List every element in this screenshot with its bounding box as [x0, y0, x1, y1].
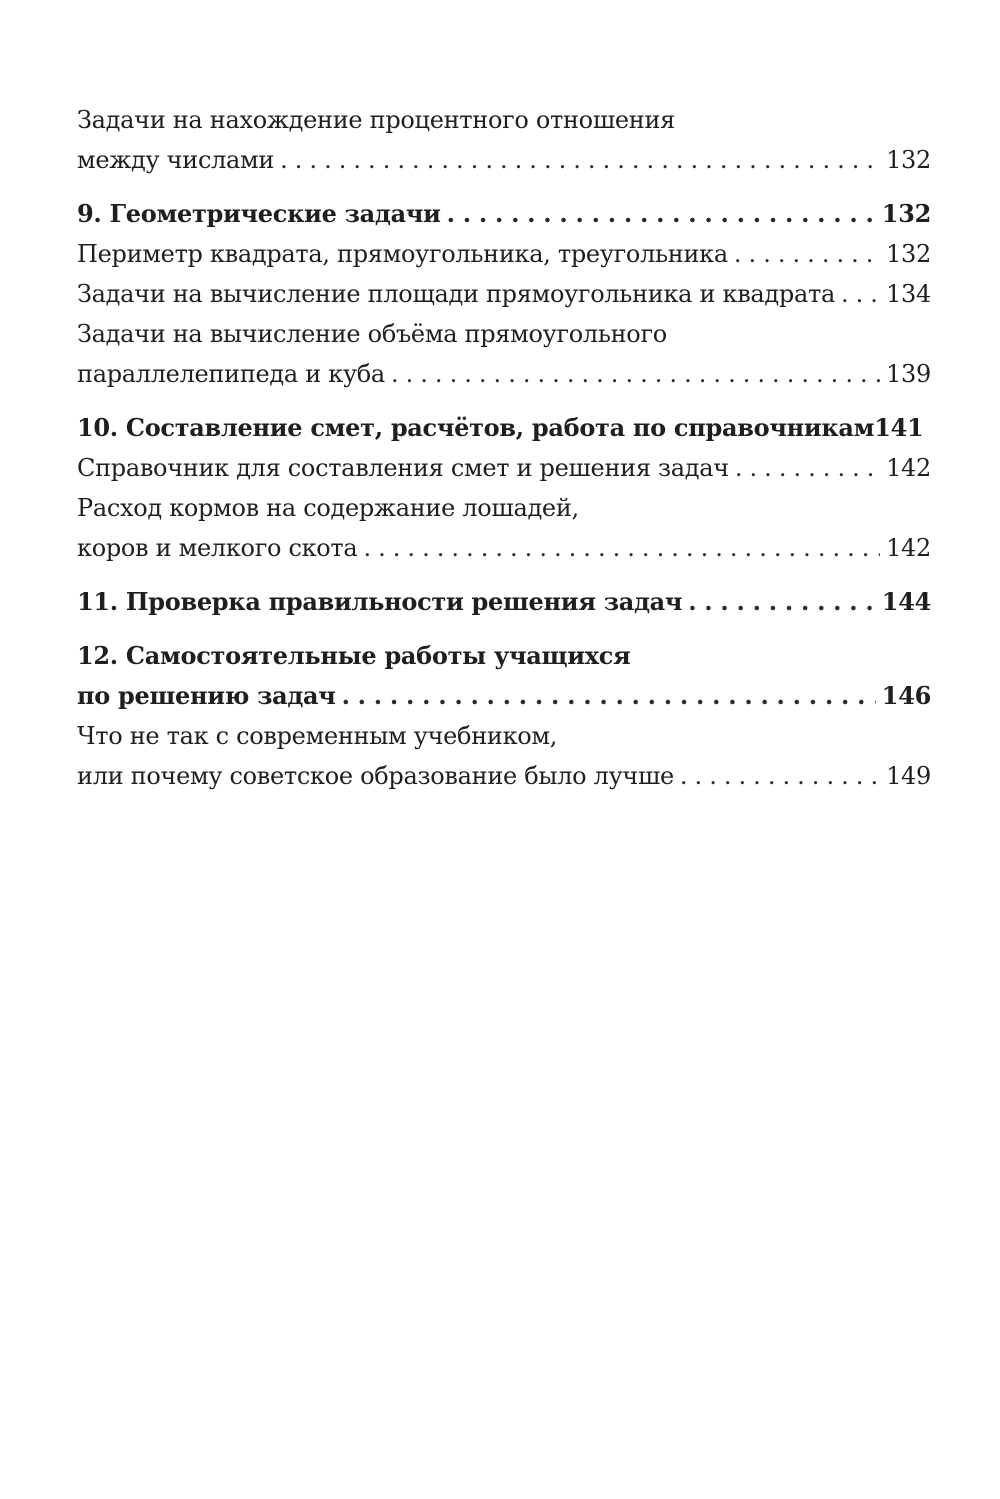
- toc-entry-modern-textbook: [77, 716, 931, 796]
- dot-leader: [447, 194, 876, 234]
- toc-chapter-11: [77, 582, 931, 622]
- toc-page-number: 142: [886, 454, 931, 482]
- toc-page-number: 139: [886, 360, 931, 388]
- toc-entry-feed: [77, 488, 931, 568]
- toc-entry-percent-ratio: [77, 100, 931, 180]
- toc-page-number: 141: [874, 413, 924, 442]
- toc-entry-title-line: Задачи на вычисление объёма прямоугольного: [77, 320, 667, 348]
- toc-chapter-title: 9. Геометрические задачи: [77, 199, 441, 228]
- toc-entry-title-line: между числами: [77, 146, 275, 174]
- toc-entry-title-line: параллелепипеда и куба: [77, 360, 385, 388]
- toc-entry-volume: [77, 314, 931, 394]
- dot-leader: [391, 354, 880, 394]
- dot-leader: [280, 140, 880, 180]
- toc-entry-title-line: Справочник для составления смет и решения задач: [77, 454, 729, 482]
- toc-entry-title-line: коров и мелкого скота: [77, 534, 358, 562]
- toc-page-number: 134: [886, 280, 931, 308]
- toc-page-number: 132: [881, 199, 931, 228]
- dot-leader: [735, 448, 880, 488]
- toc-chapter-10: [77, 408, 931, 448]
- dot-leader: [841, 274, 880, 314]
- toc-entry-handbook: [77, 448, 931, 488]
- toc-chapter-12: [77, 636, 931, 716]
- toc-entry-title-line: Задачи на нахождение процентного отношения: [77, 106, 675, 134]
- toc-page-number: 146: [881, 681, 931, 710]
- toc-entry-title-line: Расход кормов на содержание лошадей,: [77, 494, 579, 522]
- dot-leader: [734, 234, 880, 274]
- toc-page-number: 142: [886, 534, 931, 562]
- toc-entry-title-line: Задачи на вычисление площади прямоугольника и квадрата: [77, 280, 835, 308]
- dot-leader: [363, 528, 880, 568]
- toc-chapter-9: [77, 194, 931, 234]
- toc-entry-title-line: или почему советское образование было лучше: [77, 762, 674, 790]
- toc-entry-title-line: Что не так с современным учебником,: [77, 722, 558, 750]
- toc-entry-perimeter: [77, 234, 931, 274]
- dot-leader: [342, 676, 876, 716]
- toc-page-number: 149: [886, 762, 931, 790]
- toc-entry-title-line: Периметр квадрата, прямоугольника, треугольника: [77, 240, 728, 268]
- toc-chapter-title: 10. Составление смет, расчётов, работа по справочникам: [77, 413, 875, 442]
- dot-leader: [688, 582, 876, 622]
- toc-chapter-title: по решению задач: [77, 681, 336, 710]
- table-of-contents: [77, 100, 931, 796]
- dot-leader: [680, 756, 880, 796]
- toc-page-number: 144: [881, 587, 931, 616]
- toc-chapter-title: 12. Самостоятельные работы учащихся: [77, 641, 631, 670]
- toc-page-number: 132: [886, 240, 931, 268]
- toc-chapter-title: 11. Проверка правильности решения задач: [77, 587, 683, 616]
- toc-entry-area: [77, 274, 931, 314]
- toc-page-number: 132: [886, 146, 931, 174]
